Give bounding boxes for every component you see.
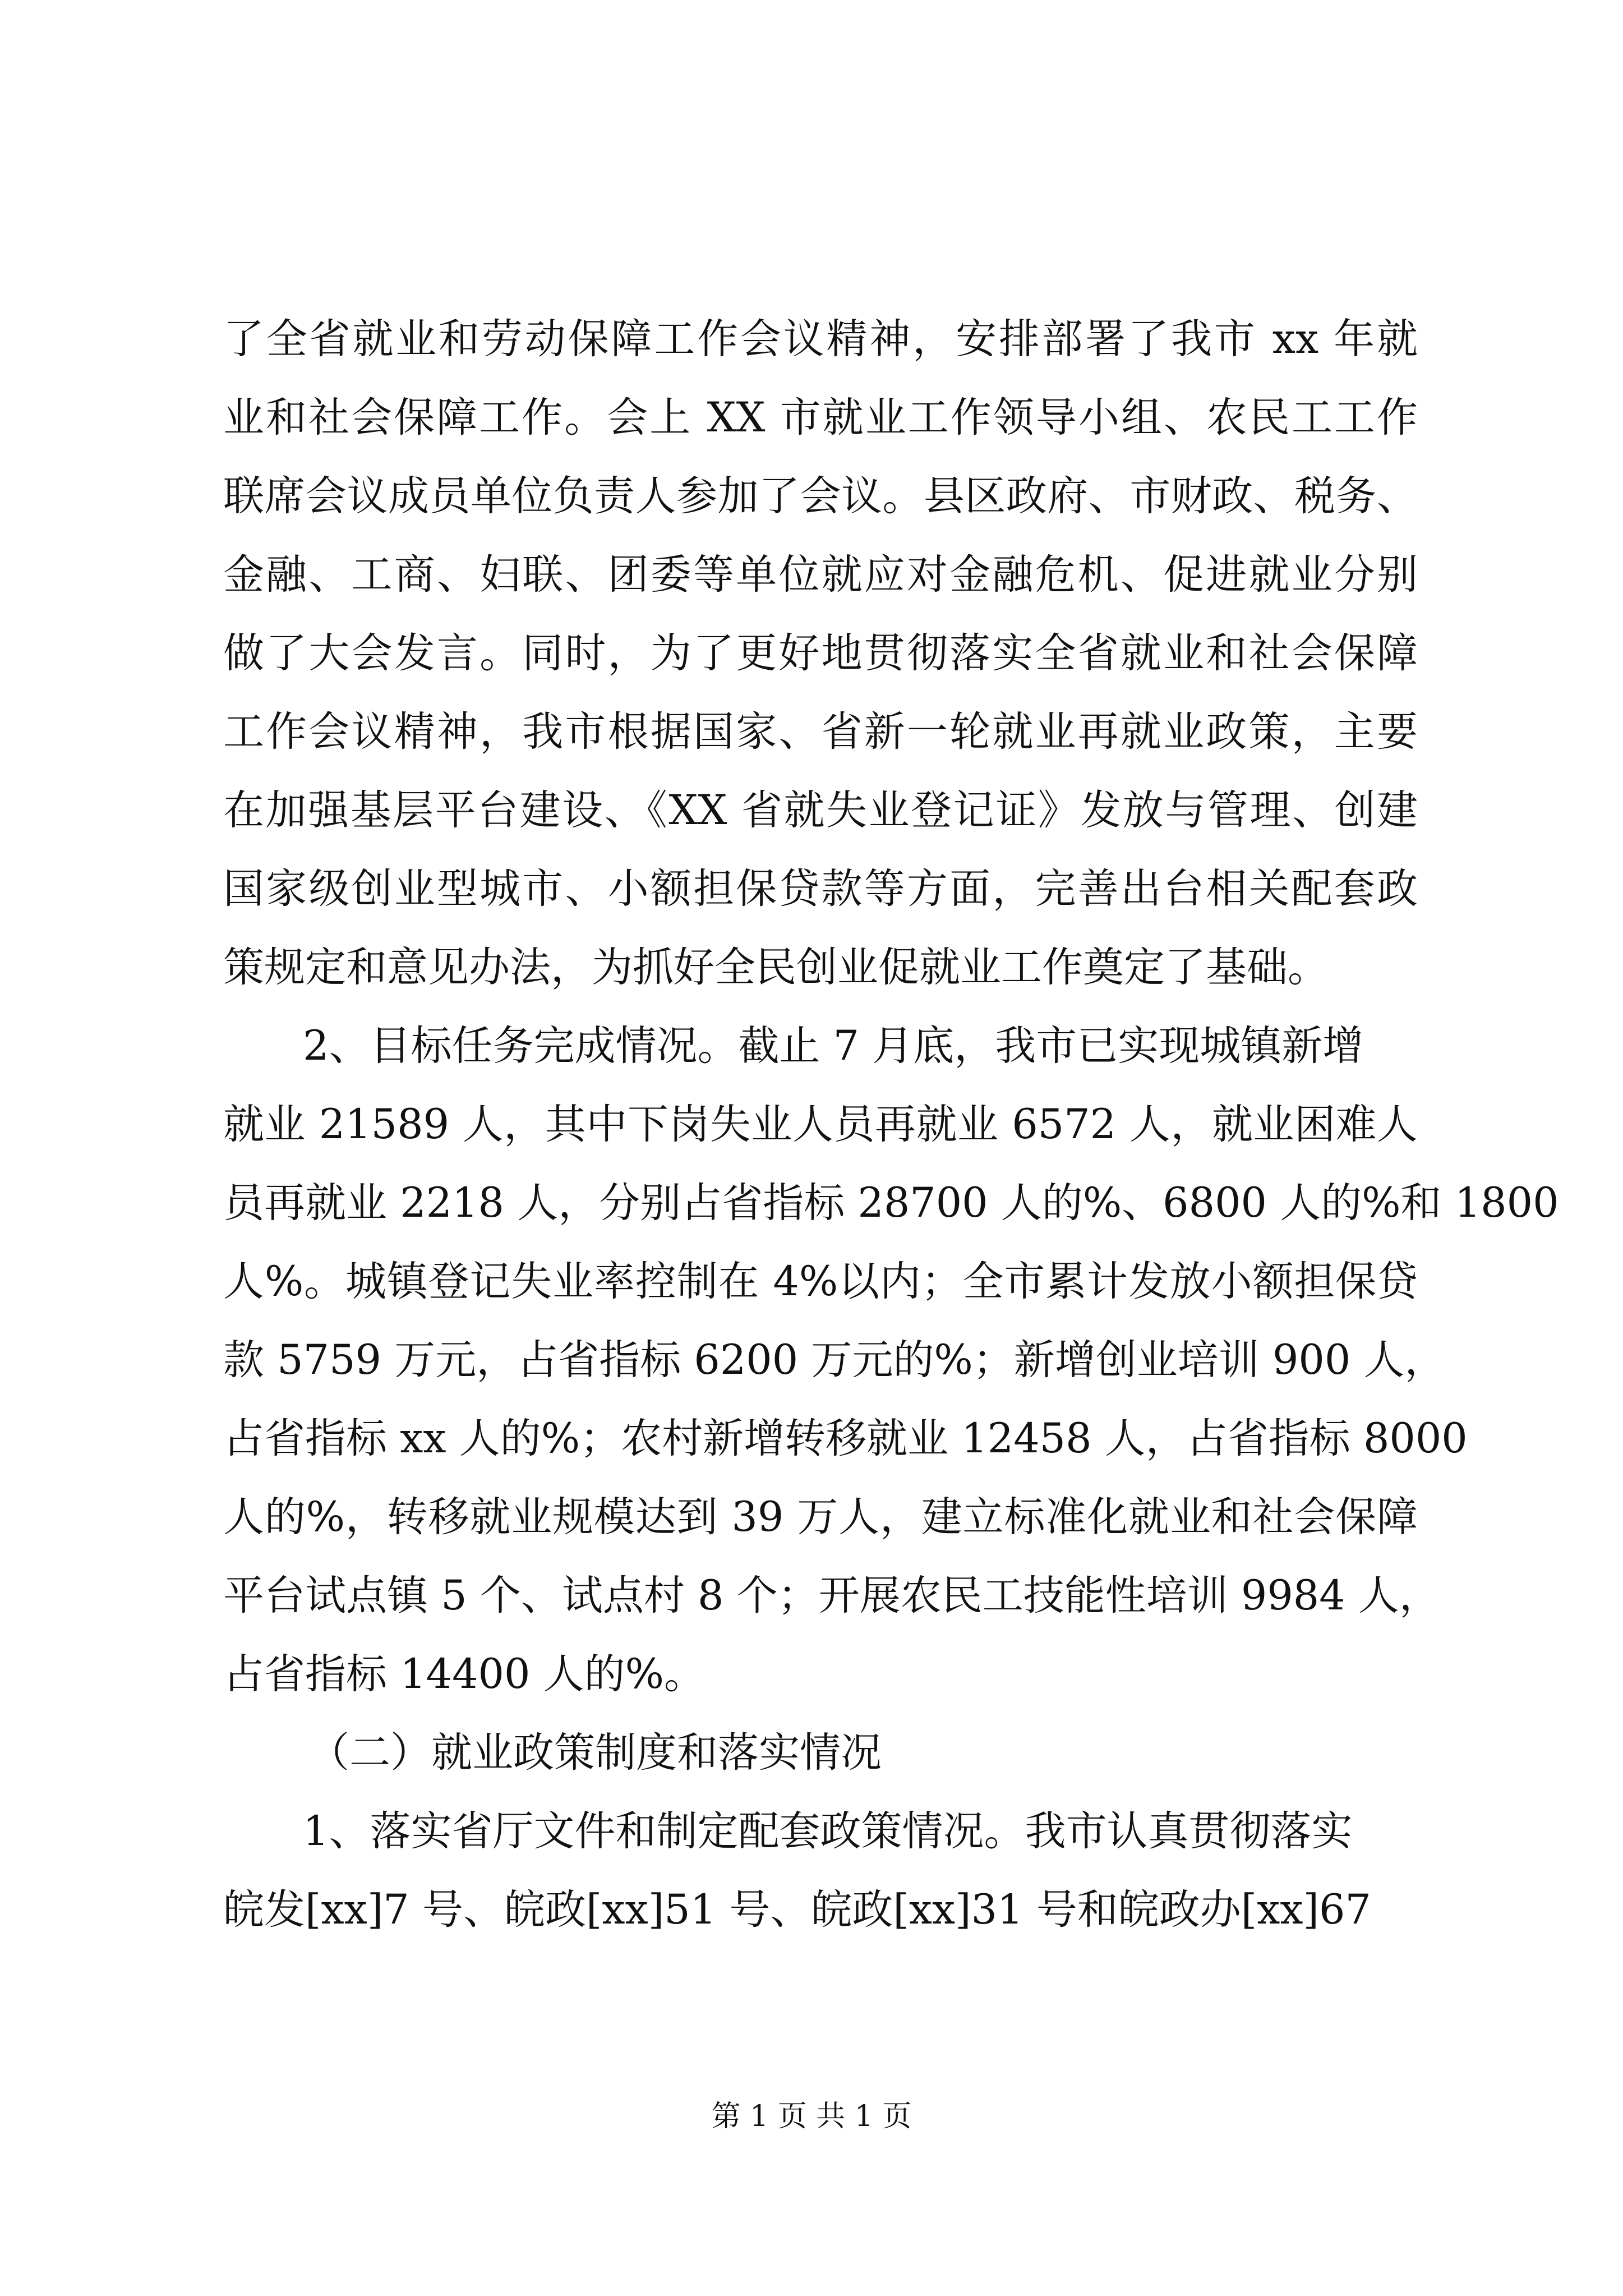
body-text-line: 了全省就业和劳动保障工作会议精神，安排部署了我市 xx 年就	[223, 315, 1418, 363]
body-text-line: 占省指标 14400 人的%。	[223, 1650, 705, 1698]
body-text-line: 款 5759 万元，占省指标 6200 万元的%；新增创业培训 900 人，	[223, 1336, 1446, 1384]
body-text-line: 金融、工商、妇联、团委等单位就应对金融危机、促进就业分别	[223, 551, 1418, 599]
body-text-line: 员再就业 2218 人，分别占省指标 28700 人的%、6800 人的%和 1800	[223, 1179, 1559, 1227]
body-text-line: 做了大会发言。同时，为了更好地贯彻落实全省就业和社会保障	[223, 629, 1418, 677]
section-heading: （二）就业政策制度和落实情况	[308, 1729, 882, 1777]
body-text-line: 占省指标 xx 人的%；农村新增转移就业 12458 人，占省指标 8000	[223, 1415, 1468, 1462]
body-text-line: 国家级创业型城市、小额担保贷款等方面，完善出台相关配套政	[223, 865, 1418, 913]
body-text-line: 1、落实省厅文件和制定配套政策情况。我市认真贯彻落实	[303, 1807, 1353, 1855]
body-text-line: 平台试点镇 5 个、试点村 8 个；开展农民工技能性培训 9984 人，	[223, 1572, 1440, 1619]
body-text-line: 在加强基层平台建设、《XX 省就失业登记证》发放与管理、创建	[223, 786, 1418, 834]
body-text-line: 人%。城镇登记失业率控制在 4%以内；全市累计发放小额担保贷	[223, 1258, 1418, 1305]
body-text-line: 策规定和意见办法，为抓好全民创业促就业工作奠定了基础。	[223, 944, 1329, 991]
body-text-line: 2、目标任务完成情况。截止 7 月底，我市已实现城镇新增	[303, 1022, 1364, 1070]
body-text-line: 皖发[xx]7 号、皖政[xx]51 号、皖政[xx]31 号和皖政办[xx]67	[223, 1886, 1371, 1934]
page-footer: 第 1 页 共 1 页	[711, 2100, 912, 2133]
body-text-line: 业和社会保障工作。会上 XX 市就业工作领导小组、农民工工作	[223, 394, 1418, 441]
body-text-line: 人的%，转移就业规模达到 39 万人，建立标准化就业和社会保障	[223, 1493, 1418, 1541]
body-text-line: 工作会议精神，我市根据国家、省新一轮就业再就业政策，主要	[223, 708, 1418, 756]
body-text-line: 联席会议成员单位负责人参加了会议。县区政府、市财政、税务、	[223, 472, 1418, 520]
body-text-line: 就业 21589 人，其中下岗失业人员再就业 6572 人，就业困难人	[223, 1101, 1418, 1148]
